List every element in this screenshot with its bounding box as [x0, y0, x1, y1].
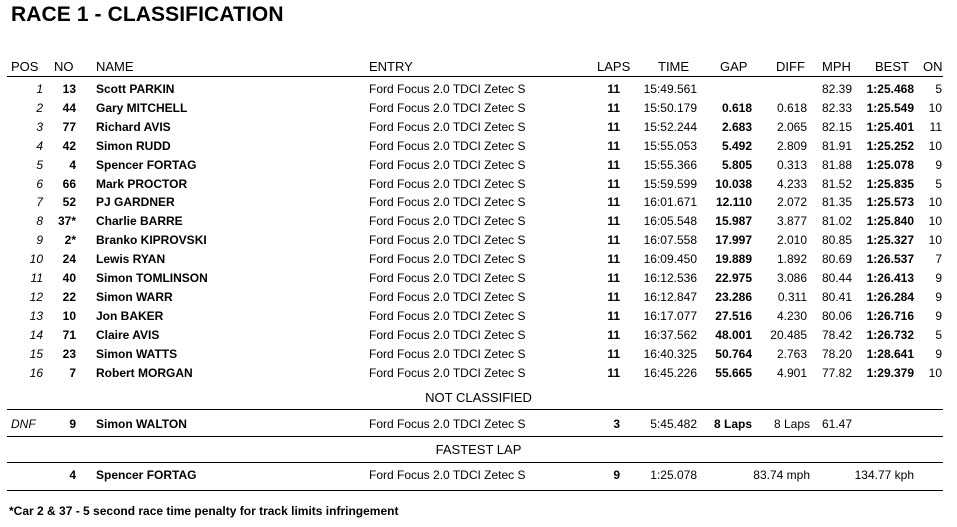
cell-entry: Ford Focus 2.0 TDCI Zetec S — [369, 214, 526, 229]
cell-mph: 81.52 — [821, 176, 852, 191]
cell-entry: Ford Focus 2.0 TDCI Zetec S — [369, 289, 526, 304]
fastest-lap-time: 1:25.078 — [650, 468, 697, 482]
cell-best: 1:26.716 — [866, 308, 914, 323]
cell-on: 9 — [935, 271, 942, 285]
cell-pos: 9 — [36, 233, 43, 248]
cell-entry: Ford Focus 2.0 TDCI Zetec S — [369, 327, 526, 342]
cell-time: 15:50.179 — [643, 100, 697, 115]
cell-on: 10 — [928, 233, 942, 248]
penalty-footnote: *Car 2 & 37 - 5 second race time penalty for track limits infringement — [9, 504, 399, 518]
cell-name: Simon WATTS — [96, 346, 178, 361]
cell-entry: Ford Focus 2.0 TDCI Zetec S — [369, 100, 526, 115]
cell-pos: 2 — [36, 100, 43, 115]
dnf-entry: Ford Focus 2.0 TDCI Zetec S — [369, 417, 526, 431]
cell-laps: 11 — [607, 138, 620, 153]
cell-laps: 11 — [607, 289, 620, 304]
cell-mph: 81.91 — [821, 138, 852, 153]
header-laps: LAPS — [597, 59, 631, 74]
cell-laps: 11 — [607, 157, 620, 172]
fastest-lap-entry: Ford Focus 2.0 TDCI Zetec S — [369, 468, 526, 482]
cell-mph: 82.39 — [821, 82, 852, 96]
cell-entry: Ford Focus 2.0 TDCI Zetec S — [369, 195, 526, 210]
fastest-lap-no: 4 — [69, 468, 76, 482]
cell-no: 42 — [62, 138, 76, 153]
cell-on: 10 — [928, 195, 942, 210]
cell-name: Claire AVIS — [96, 327, 160, 342]
cell-time: 15:52.244 — [643, 119, 697, 134]
cell-diff: 3.086 — [776, 271, 807, 285]
cell-best: 1:28.641 — [866, 346, 914, 361]
cell-on: 11 — [929, 119, 942, 134]
cell-diff: 4.230 — [776, 308, 807, 323]
cell-pos: 12 — [29, 289, 43, 304]
cell-mph: 78.20 — [821, 346, 852, 361]
cell-name: Jon BAKER — [96, 308, 164, 323]
header-best: BEST — [875, 59, 909, 74]
header-on: ON — [923, 59, 943, 74]
cell-name: Spencer FORTAG — [96, 157, 197, 172]
cell-laps: 11 — [607, 214, 620, 229]
cell-gap: 5.805 — [721, 157, 752, 172]
dnf-laps: 3 — [613, 417, 620, 431]
cell-pos: 11 — [30, 271, 43, 285]
cell-best: 1:25.401 — [866, 119, 914, 134]
fastest-lap-kph: 134.77 kph — [854, 468, 914, 482]
cell-no: 10 — [62, 308, 76, 323]
header-diff: DIFF — [776, 59, 805, 74]
table-header — [0, 59, 957, 75]
cell-time: 15:55.053 — [643, 138, 697, 153]
header-divider — [7, 76, 943, 77]
cell-laps: 11 — [607, 195, 620, 210]
cell-time: 16:05.548 — [643, 214, 697, 229]
dnf-time: 5:45.482 — [650, 417, 697, 431]
cell-no: 77 — [62, 119, 76, 134]
cell-time: 16:40.325 — [643, 346, 697, 361]
fastest-lap-lap: 9 — [613, 468, 620, 482]
cell-pos: 15 — [29, 346, 43, 361]
cell-laps: 11 — [607, 233, 620, 248]
cell-gap: 48.001 — [715, 327, 752, 342]
cell-gap: 23.286 — [715, 289, 752, 304]
cell-no: 7 — [69, 365, 76, 380]
cell-mph: 78.42 — [821, 327, 852, 342]
cell-best: 1:25.327 — [866, 233, 914, 248]
fastest-lap-bottom-divider — [7, 490, 943, 491]
cell-time: 15:49.561 — [643, 82, 697, 96]
cell-entry: Ford Focus 2.0 TDCI Zetec S — [369, 308, 526, 323]
cell-no: 66 — [62, 176, 76, 191]
cell-gap: 22.975 — [715, 271, 752, 285]
cell-laps: 11 — [607, 271, 620, 285]
not-classified-label: NOT CLASSIFIED — [425, 390, 532, 405]
header-time: TIME — [658, 59, 690, 74]
fastest-lap-label: FASTEST LAP — [435, 442, 522, 457]
cell-no: 52 — [62, 195, 76, 210]
cell-on: 9 — [935, 157, 942, 172]
cell-best: 1:26.537 — [866, 252, 914, 267]
cell-pos: 8 — [36, 214, 43, 229]
cell-diff: 4.233 — [776, 176, 807, 191]
cell-no: 4 — [69, 157, 76, 172]
cell-no: 71 — [62, 327, 76, 342]
cell-on: 5 — [935, 327, 942, 342]
cell-laps: 11 — [607, 346, 620, 361]
cell-entry: Ford Focus 2.0 TDCI Zetec S — [369, 271, 526, 285]
cell-time: 16:01.671 — [643, 195, 697, 210]
cell-time: 16:07.558 — [643, 233, 697, 248]
cell-time: 16:12.536 — [643, 271, 697, 285]
cell-gap: 19.889 — [715, 252, 752, 267]
cell-entry: Ford Focus 2.0 TDCI Zetec S — [369, 252, 526, 267]
cell-name: Mark PROCTOR — [96, 176, 188, 191]
cell-laps: 11 — [607, 119, 620, 134]
cell-no: 37* — [57, 214, 76, 229]
cell-pos: 6 — [36, 176, 43, 191]
header-entry: ENTRY — [369, 59, 413, 74]
cell-time: 16:12.847 — [643, 289, 697, 304]
cell-diff: 2.763 — [776, 346, 807, 361]
cell-diff: 3.877 — [776, 214, 807, 229]
cell-entry: Ford Focus 2.0 TDCI Zetec S — [369, 365, 526, 380]
cell-name: Gary MITCHELL — [96, 100, 188, 115]
cell-diff: 2.010 — [776, 233, 807, 248]
cell-best: 1:25.078 — [866, 157, 914, 172]
cell-pos: 10 — [29, 252, 43, 267]
cell-name: Simon WARR — [96, 289, 173, 304]
cell-time: 16:37.562 — [643, 327, 697, 342]
cell-no: 13 — [62, 82, 76, 96]
cell-gap: 0.618 — [721, 100, 752, 115]
header-no: NO — [54, 59, 74, 74]
cell-on: 9 — [935, 346, 942, 361]
fastest-lap-mph: 83.74 mph — [753, 468, 810, 482]
cell-gap: 5.492 — [721, 138, 752, 153]
cell-name: Simon RUDD — [96, 138, 171, 153]
cell-pos: 1 — [36, 82, 43, 96]
cell-best: 1:26.284 — [866, 289, 914, 304]
cell-pos: 3 — [36, 119, 43, 134]
cell-mph: 80.69 — [821, 252, 852, 267]
cell-best: 1:25.549 — [866, 100, 914, 115]
cell-laps: 11 — [607, 308, 620, 323]
cell-no: 23 — [62, 346, 76, 361]
dnf-name: Simon WALTON — [96, 417, 187, 431]
cell-diff: 2.809 — [776, 138, 807, 153]
cell-gap: 12.110 — [715, 195, 752, 210]
cell-gap: 55.665 — [715, 365, 752, 380]
dnf-divider — [7, 436, 943, 437]
cell-on: 10 — [928, 214, 942, 229]
cell-best: 1:25.252 — [866, 138, 914, 153]
cell-mph: 81.02 — [821, 214, 852, 229]
cell-mph: 81.35 — [821, 195, 852, 210]
cell-best: 1:26.413 — [866, 271, 914, 285]
cell-mph: 80.41 — [821, 289, 852, 304]
cell-name: Lewis RYAN — [96, 252, 166, 267]
cell-diff: 20.485 — [770, 327, 807, 342]
cell-name: PJ GARDNER — [96, 195, 175, 210]
cell-no: 40 — [62, 271, 76, 285]
cell-on: 7 — [935, 252, 942, 267]
cell-diff: 1.892 — [776, 252, 807, 267]
header-name: NAME — [96, 59, 134, 74]
cell-name: Richard AVIS — [96, 119, 171, 134]
dnf-diff: 8 Laps — [773, 417, 810, 431]
cell-gap: 2.683 — [721, 119, 752, 134]
cell-laps: 11 — [607, 82, 620, 96]
header-pos: POS — [11, 59, 39, 74]
cell-best: 1:25.840 — [866, 214, 914, 229]
cell-on: 10 — [928, 138, 942, 153]
cell-diff: 0.311 — [777, 289, 807, 304]
cell-name: Charlie BARRE — [96, 214, 183, 229]
cell-best: 1:25.573 — [866, 195, 914, 210]
cell-name: Scott PARKIN — [96, 82, 175, 96]
cell-gap: 10.038 — [715, 176, 752, 191]
dnf-no: 9 — [69, 417, 76, 431]
fastest-lap-divider — [7, 462, 943, 463]
cell-best: 1:25.468 — [866, 82, 914, 96]
cell-laps: 11 — [607, 327, 620, 342]
cell-pos: 7 — [36, 195, 43, 210]
cell-diff: 2.072 — [776, 195, 807, 210]
cell-diff: 2.065 — [776, 119, 807, 134]
cell-best: 1:29.379 — [866, 365, 914, 380]
cell-no: 22 — [62, 289, 76, 304]
header-mph: MPH — [822, 59, 851, 74]
cell-time: 15:59.599 — [643, 176, 697, 191]
cell-laps: 11 — [607, 176, 620, 191]
cell-mph: 82.33 — [821, 100, 852, 115]
cell-time: 15:55.366 — [643, 157, 697, 172]
cell-entry: Ford Focus 2.0 TDCI Zetec S — [369, 82, 526, 96]
cell-name: Robert MORGAN — [96, 365, 193, 380]
cell-best: 1:25.835 — [866, 176, 914, 191]
cell-time: 16:45.226 — [643, 365, 697, 380]
cell-gap: 15.987 — [715, 214, 752, 229]
cell-laps: 11 — [607, 100, 620, 115]
header-gap: GAP — [720, 59, 748, 74]
cell-pos: 16 — [29, 365, 43, 380]
cell-pos: 14 — [29, 327, 43, 342]
cell-entry: Ford Focus 2.0 TDCI Zetec S — [369, 119, 526, 134]
cell-best: 1:26.732 — [866, 327, 914, 342]
cell-pos: 4 — [36, 138, 43, 153]
cell-on: 5 — [935, 82, 942, 96]
cell-mph: 80.44 — [821, 271, 852, 285]
cell-laps: 11 — [607, 365, 620, 380]
cell-pos: 13 — [29, 308, 43, 323]
cell-mph: 80.06 — [821, 308, 852, 323]
dnf-pos: DNF — [11, 417, 36, 431]
page-title: RACE 1 - CLASSIFICATION — [11, 3, 284, 26]
cell-entry: Ford Focus 2.0 TDCI Zetec S — [369, 157, 526, 172]
cell-pos: 5 — [36, 157, 43, 172]
cell-on: 5 — [935, 176, 942, 191]
cell-on: 9 — [935, 289, 942, 304]
cell-mph: 80.85 — [821, 233, 852, 248]
cell-gap: 50.764 — [715, 346, 752, 361]
cell-no: 44 — [62, 100, 76, 115]
cell-name: Simon TOMLINSON — [96, 271, 208, 285]
cell-gap: 27.516 — [715, 308, 752, 323]
cell-mph: 82.15 — [821, 119, 852, 134]
cell-name: Branko KIPROVSKI — [96, 233, 207, 248]
dnf-mph: 61.47 — [821, 417, 852, 431]
cell-laps: 11 — [607, 252, 620, 267]
fastest-lap-name: Spencer FORTAG — [96, 468, 197, 482]
cell-on: 10 — [928, 100, 942, 115]
cell-entry: Ford Focus 2.0 TDCI Zetec S — [369, 176, 526, 191]
cell-diff: 4.901 — [776, 365, 807, 380]
cell-on: 9 — [935, 308, 942, 323]
cell-mph: 77.82 — [821, 365, 852, 380]
cell-mph: 81.88 — [821, 157, 852, 172]
cell-entry: Ford Focus 2.0 TDCI Zetec S — [369, 138, 526, 153]
cell-on: 10 — [928, 365, 942, 380]
cell-time: 16:09.450 — [643, 252, 697, 267]
cell-entry: Ford Focus 2.0 TDCI Zetec S — [369, 233, 526, 248]
cell-time: 16:17.077 — [643, 308, 697, 323]
not-classified-divider — [7, 409, 943, 410]
cell-gap: 17.997 — [715, 233, 752, 248]
cell-no: 2* — [64, 233, 76, 248]
cell-diff: 0.313 — [776, 157, 807, 172]
cell-entry: Ford Focus 2.0 TDCI Zetec S — [369, 346, 526, 361]
cell-no: 24 — [62, 252, 76, 267]
cell-diff: 0.618 — [776, 100, 807, 115]
dnf-gap: 8 Laps — [713, 417, 752, 431]
